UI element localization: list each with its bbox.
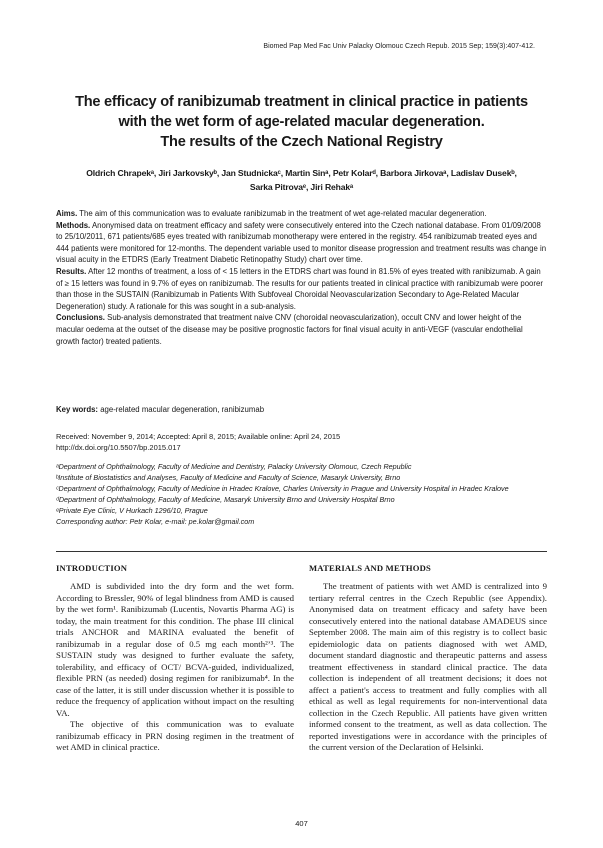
page-number: 407 [295,819,308,828]
methods-text: Anonymised data on treatment efficacy and safety were consecutively entered into the Czech national database. From 01/09/2008 to 25/10/2011, 671 patients/685 eyes treated with ranibizumab monotherapy were entered in the registry. 454 ranibizumab treated eyes and 444 patients were monitored for 12-months. The dependent variable used to monitor disease progression and treatment results was change in visual acuity in the ETDRS (Early Treatment Diabetic Retinopathy Study) chart over time. [56,220,547,265]
journal-reference: Biomed Pap Med Fac Univ Palacky Olomouc Czech Repub. 2015 Sep; 159(3):407-412. [263,43,535,50]
aims-text: The aim of this communication was to evaluate ranibizumab in the treatment of wet age-related macular degeneration. [79,209,487,218]
methods-heading: MATERIALS AND METHODS [309,563,431,573]
authors-line: Oldrich Chrapekᵃ, Jiri Jarkovskyᵇ, Jan Studnickaᶜ, Martin Sinᵃ, Petr Kolarᵈ, Barbora Jirkovaᵃ, Ladislav Dusekᵇ, [86,168,517,178]
author-list [60,166,543,194]
conclusions-label: Conclusions. [56,313,105,323]
affiliation-b: ᵇInstitute of Biostatistics and Analyses, Faculty of Medicine and Faculty of Science, Masaryk University, Brno [56,473,401,482]
affiliation-d: ᵈDepartment of Ophthalmology, Faculty of Medicine, Masaryk University Brno and University Hospital Brno [56,495,395,504]
corresponding-author: Corresponding author: Petr Kolar, e-mail: pe.kolar@gmail.com [56,517,255,526]
keywords-label: Key words: [56,405,99,414]
publication-dates [56,431,547,453]
article-title [50,92,553,152]
introduction-paragraph: The objective of this communication was to evaluate ranibizumab efficacy in PRN dosing regimen in the treatment of wet AMD in clinical practice. [56,719,294,752]
conclusions-text: Sub-analysis demonstrated that treatment naive CNV (choroidal neovascularization), occult CNV and lower height of the macular oedema at the outset of the disease may be positive prognostic factors for final visual acuity in anti-VEGF (vascular endothelial growth factor) treated patients. [56,313,523,346]
received-dates: Received: November 9, 2014; Accepted: April 8, 2015; Available online: April 24, 2015 [56,432,341,441]
title-line: The results of the Czech National Registry [160,134,443,150]
abstract-results [56,266,547,312]
affiliation-c: ᶜDepartment of Ophthalmology, Faculty of Medicine in Hradec Kralove, Charles University in Prague and University Hospital in Hradec Kralove [56,484,509,493]
abstract-methods [56,220,547,266]
abstract [56,208,547,347]
methods-label: Methods. [56,220,91,230]
keywords-text: age-related macular degeneration, ranibizumab [100,405,265,414]
authors-line: Sarka Pitrovaᵉ, Jiri Rehakᵃ [249,182,354,192]
keywords [56,405,547,414]
title-line: with the wet form of age-related macular degeneration. [118,114,485,130]
methods-column [309,581,547,754]
title-line: The efficacy of ranibizumab treatment in clinical practice in patients [75,94,528,110]
results-text: After 12 months of treatment, a loss of < 15 letters in the ETDRS chart was found in 81.5% of eyes treated with ranibizumab. A gain of ≥ 15 letters was found in 9.7% of eyes on ranibizumab. The results for our patients treated in clinical practice with ranibizumab were poorer than those in the SUSTAIN (Ranibizumab in Patients With Subfoveal Choroidal Neovascularization Secondary to Age-Related Macular Degeneration) study. A rationale for this was sought in a sub-analysis. [56,266,543,311]
section-divider [56,551,547,552]
affiliations [56,461,547,527]
introduction-heading: INTRODUCTION [56,563,128,573]
abstract-conclusions [56,312,547,347]
methods-paragraph: The treatment of patients with wet AMD is centralized into 9 tertiary referral centres in the Czech Republic (see Appendix). Anonymised data on treatment efficacy and safety have been consecutively entered into the national database AMADEUS since September 2008. The main aim of this registry is to collect basic epidemiologic data on patients diagnosed with wet AMD, document standard diagnostic and therapeutic patterns and assess treatment effectiveness in standard clinical practice. The data collection is independent of all treatment decisions; it does not affect a patient's access to treatment and fully complies with all ethical as well as legal requirements for non-interventional data collection in the Czech Republic. All patients have given written informed consent to the treatment, as well as data collection. The reported investigations were in accordance with the principles of the current version of the Declaration of Helsinki. [309,581,547,752]
affiliation-e: ᵉPrivate Eye Clinic, V Hurkach 1296/10, Prague [56,506,208,515]
abstract-aims [56,208,547,220]
doi-link[interactable]: http://dx.doi.org/10.5507/bp.2015.017 [56,443,181,452]
introduction-column [56,581,294,754]
aims-label: Aims. [56,209,78,218]
results-label: Results. [56,266,87,276]
affiliation-a: ᵃDepartment of Ophthalmology, Faculty of Medicine and Dentistry, Palacky University Olomouc, Czech Republic [56,462,412,471]
introduction-paragraph: AMD is subdivided into the dry form and the wet form. According to Bressler, 90% of legal blindness from AMD is caused by the wet form¹. Ranibizumab (Lucentis, Novartis Pharma AG) is today, the main treatment for this condition. The phase III clinical trials ANCHOR and MARINA evaluated the benefit of ranibizumab in a regular dose of 0.5 mg each month²ʼ³. The SUSTAIN study was designed to further evaluate the safety, tolerability, and efficacy of OCT/ BCVA-guided, individualized, flexible PRN (as needed) dosing regimen for ranibizumab⁴. In the case of the latter, it is still under discussion whether it is possible to reduce the frequency of application without impact on the resulting VA. [56,581,294,718]
